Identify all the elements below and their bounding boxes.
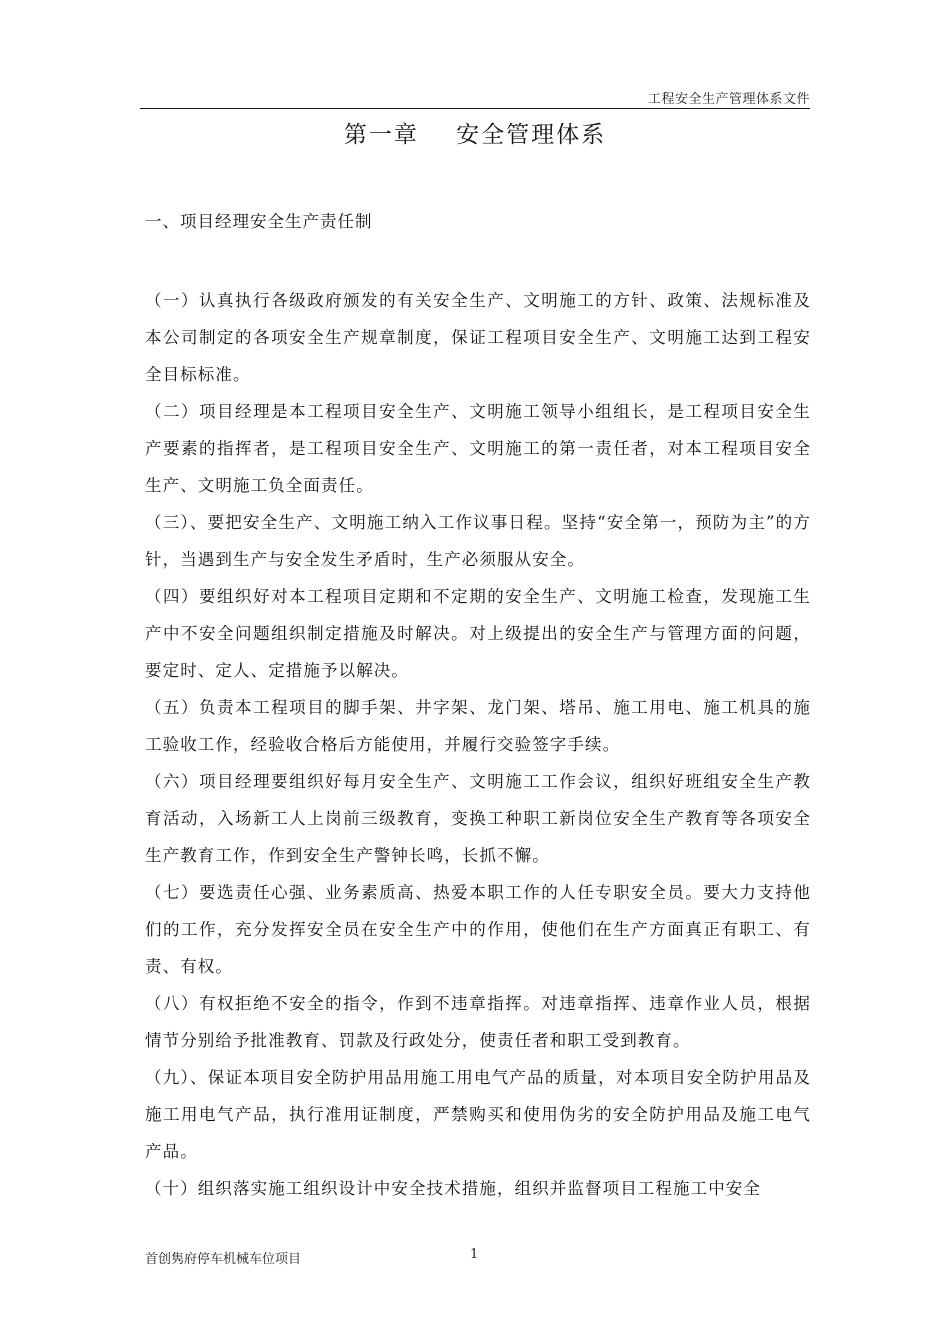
body-text <box>145 282 811 1207</box>
paragraph: （三）、要把安全生产、文明施工纳入工作议事日程。坚持“安全第一，预防为主”的方针，当遇到生产与安全发生矛盾时，生产必须服从安全。 <box>145 513 811 569</box>
paragraph: （五）负责本工程项目的脚手架、井字架、龙门架、塔吊、施工用电、施工机具的施工验收工作，经验收合格后方能使用，并履行交验签字手续。 <box>145 698 811 754</box>
paragraph: （二）项目经理是本工程项目安全生产、文明施工领导小组组长，是工程项目安全生产要素的指挥者，是工程项目安全生产、文明施工的第一责任者，对本工程项目安全生产、文明施工负全面责任。 <box>145 402 811 495</box>
paragraph: （八）有权拒绝不安全的指令，作到不违章指挥。对违章指挥、违章作业人员，根据情节分别给予批准教育、罚款及行政处分，使责任者和职工受到教育。 <box>145 994 811 1050</box>
paragraph: （七）要选责任心强、业务素质高、热爱本职工作的人任专职安全员。要大力支持他们的工作，充分发挥安全员在安全生产中的作用，使他们在生产方面真正有职工、有责、有权。 <box>145 883 811 976</box>
paragraph: （十）组织落实施工组织设计中安全技术措施，组织并监督项目工程施工中安全 <box>145 1179 761 1198</box>
paragraph: （六）项目经理要组织好每月安全生产、文明施工工作会议，组织好班组安全生产教育活动，入场新工人上岗前三级教育，变换工种职工新岗位安全生产教育等各项安全生产教育工作，作到安全生产警钟长鸣，长抓不懈。 <box>145 772 811 865</box>
paragraph: （九）、保证本项目安全防护用品用施工用电气产品的质量，对本项目安全防护用品及施工用电气产品，执行准用证制度，严禁购买和使用伪劣的安全防护用品及施工电气产品。 <box>145 1068 811 1161</box>
chapter-title: 第一章 安全管理体系 <box>343 122 607 148</box>
footer-project-name: 首创隽府停车机械车位项目 <box>145 1252 302 1267</box>
paragraph: （一）认真执行各级政府颁发的有关安全生产、文明施工的方针、政策、法规标准及本公司制定的各项安全生产规章制度，保证工程项目安全生产、文明施工达到工程安全目标标准。 <box>145 291 811 384</box>
page-number: 1 <box>470 1247 479 1262</box>
paragraph: （四）要组织好对本工程项目定期和不定期的安全生产、文明施工检查，发现施工生产中不安全问题组织制定措施及时解决。对上级提出的安全生产与管理方面的问题，要定时、定人、定措施予以解决。 <box>145 587 811 680</box>
section-heading: 一、项目经理安全生产责任制 <box>145 212 373 231</box>
running-header: 工程安全生产管理体系文件 <box>647 92 810 107</box>
header-divider <box>140 108 810 109</box>
